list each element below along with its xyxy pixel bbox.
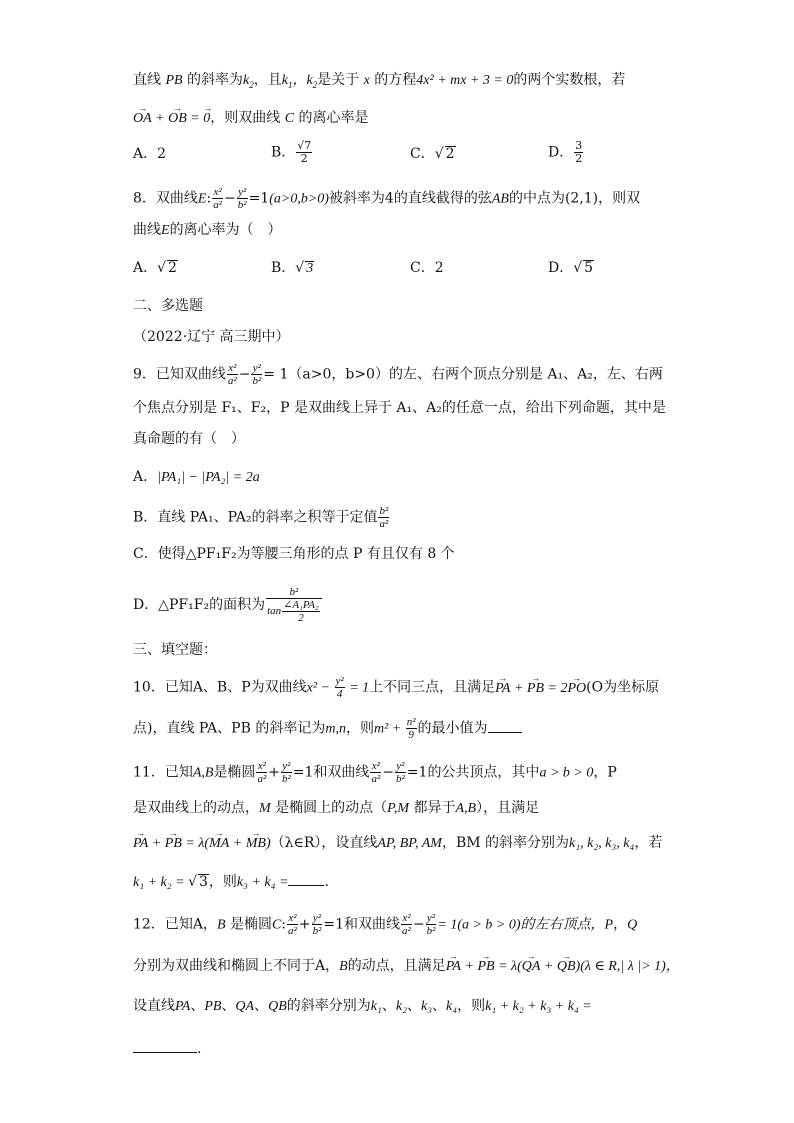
q10-line-2: 点)，直线 PA、PB 的斜率记为m,n，则m² + $\frac{\text{n²}}{9}$ 的最小值为	[133, 716, 522, 741]
text: 的两个实数根，若	[513, 72, 626, 88]
q7-option-b: B． $\frac{√7}{2}$	[271, 139, 312, 165]
q7-line-2	[133, 108, 369, 129]
fraction: $\frac{3}{2}$	[575, 139, 583, 165]
text: ，且	[253, 72, 282, 88]
var-k2: $k_2$	[243, 73, 254, 90]
q9-option-a: A．|PA₁| − |PA₂| = 2a	[133, 469, 260, 485]
q8-line-1: 8．双曲线E: $\frac{\text{x²}}{\text{a²}}$ − $\frac{\text{y²}}{\text{b²}}$ =1(a>0,b>0)被斜率为4的直线截得的弦AB的中点为(2,1)，则双	[133, 186, 641, 211]
vector-eq: → OA + → OB = → 0	[133, 111, 210, 126]
q8-option-b: B．√ 3	[271, 260, 314, 276]
answer-blank[interactable]	[133, 1038, 197, 1053]
fraction: $\frac{√7}{2}$	[297, 139, 312, 165]
q7-option-a: A．2	[133, 146, 167, 162]
text: 直线	[133, 72, 166, 88]
q9-line-3: 真命题的有（ ）	[133, 431, 245, 447]
q12-line-4: .	[133, 1038, 201, 1059]
q9-line-2: 个焦点分别是 F₁、F₂，P 是双曲线上异于 A₁、A₂的任意一点，给出下列命题，其中是	[133, 400, 666, 416]
answer-blank[interactable]	[288, 871, 324, 886]
q11-line-3: → PA + → PB = λ(→ MA + → MB)（λ∈R），设直线AP, BP, AM，BM 的斜率分别为k₁, k₂, k₃, k₄，若	[133, 833, 662, 854]
q9-option-b: B．直线 PA₁、PA₂的斜率之积等于定值 $\frac{\text{b²}}{\text{a²}}$	[133, 505, 389, 530]
q12-line-1: 12．已知A，B 是椭圆C: $\frac{\text{x²}}{\text{a²}}$ + $\frac{\text{y²}}{\text{b²}}$ =1和双曲线 $\frac{\text{x²}}{\text{a²}}$ − $\frac{\text{y²}}{\text{b²}}$ = 1(a > b > 0)的左右顶点，P，Q	[133, 912, 638, 937]
var-pb: PB	[165, 73, 183, 88]
q11-line-4: k₁ + k₂ = √ 3，则k₃ + k₄ = .	[133, 871, 329, 893]
q9-option-d: D．△PF₁F₂的面积为 b² tan $\frac{\text{∠A₁PA₂}}{2}$	[133, 586, 323, 624]
text: 的方程	[369, 72, 417, 88]
equation: 4x² + mx + 3 = 0	[416, 73, 514, 88]
q11-line-1: 11．已知A,B是椭圆 $\frac{\text{x²}}{\text{a²}}$ + $\frac{\text{y²}}{\text{b²}}$ =1和双曲线 $\frac{\text{x²}}{\text{a²}}$ − $\frac{\text{y²}}{\text{b²}}$ =1的公共顶点，其中a > b > 0，P	[133, 760, 617, 785]
answer-blank[interactable]	[488, 718, 522, 733]
q10-line-1: 10．已知A、B、P为双曲线x² − $\frac{\text{y²}}{4}$ = 1上不同三点，且满足→ PA + → PB = 2→ PO(O为坐标原	[133, 675, 659, 700]
text: 的离心率是	[294, 110, 369, 126]
q8-option-d: D．√ 5	[548, 260, 594, 276]
var-c: C	[284, 111, 295, 126]
q9-line-1: 9．已知双曲线 $\frac{\text{x²}}{\text{a²}}$ − $\frac{\text{y²}}{\text{b²}}$ = 1（a>0，b>0）的左、右两个顶点分别是 A₁、A₂，左、右两	[133, 362, 663, 387]
q12-line-2: 分别为双曲线和椭圆上不同于A，B的动点，且满足→ PA + → PB = λ(→ QA + → QB)(λ ∈ R,| λ |> 1)，	[133, 956, 680, 977]
q7-option-c: C．√ 2	[410, 146, 455, 162]
text: ，则双曲线	[210, 110, 285, 126]
q8-option-c: C．2	[410, 260, 444, 276]
question-source: （2022·辽宁 高三期中）	[133, 329, 290, 345]
text: 是关于	[317, 72, 364, 88]
q7-line-1	[133, 70, 625, 95]
q11-line-2: 是双曲线上的动点，M 是椭圆上的动点（P,M 都异于A,B），且满足	[133, 800, 540, 816]
q9-option-c: C．使得△PF₁F₂为等腰三角形的点 P 有且仅有 8 个	[133, 546, 455, 562]
section-multiple-choice: 二、多选题	[133, 298, 203, 314]
q8-line-2: 曲线E的离心率为（ ）	[133, 222, 282, 238]
q7-option-d: D． $\frac{3}{2}$	[548, 139, 583, 165]
var-k1-k2: $k_1$，$k_2$	[281, 73, 318, 90]
section-fill-in: 三、填空题：	[133, 642, 217, 658]
text: 的斜率为	[182, 72, 244, 88]
q12-line-3: 设直线PA、PB、QA、QB的斜率分别为k₁、k₂、k₃、k₄，则k₁ + k₂ + k₃ + k₄ =	[133, 998, 592, 1014]
q8-option-a: A．√ 2	[133, 260, 177, 276]
var-x: x	[363, 73, 370, 88]
